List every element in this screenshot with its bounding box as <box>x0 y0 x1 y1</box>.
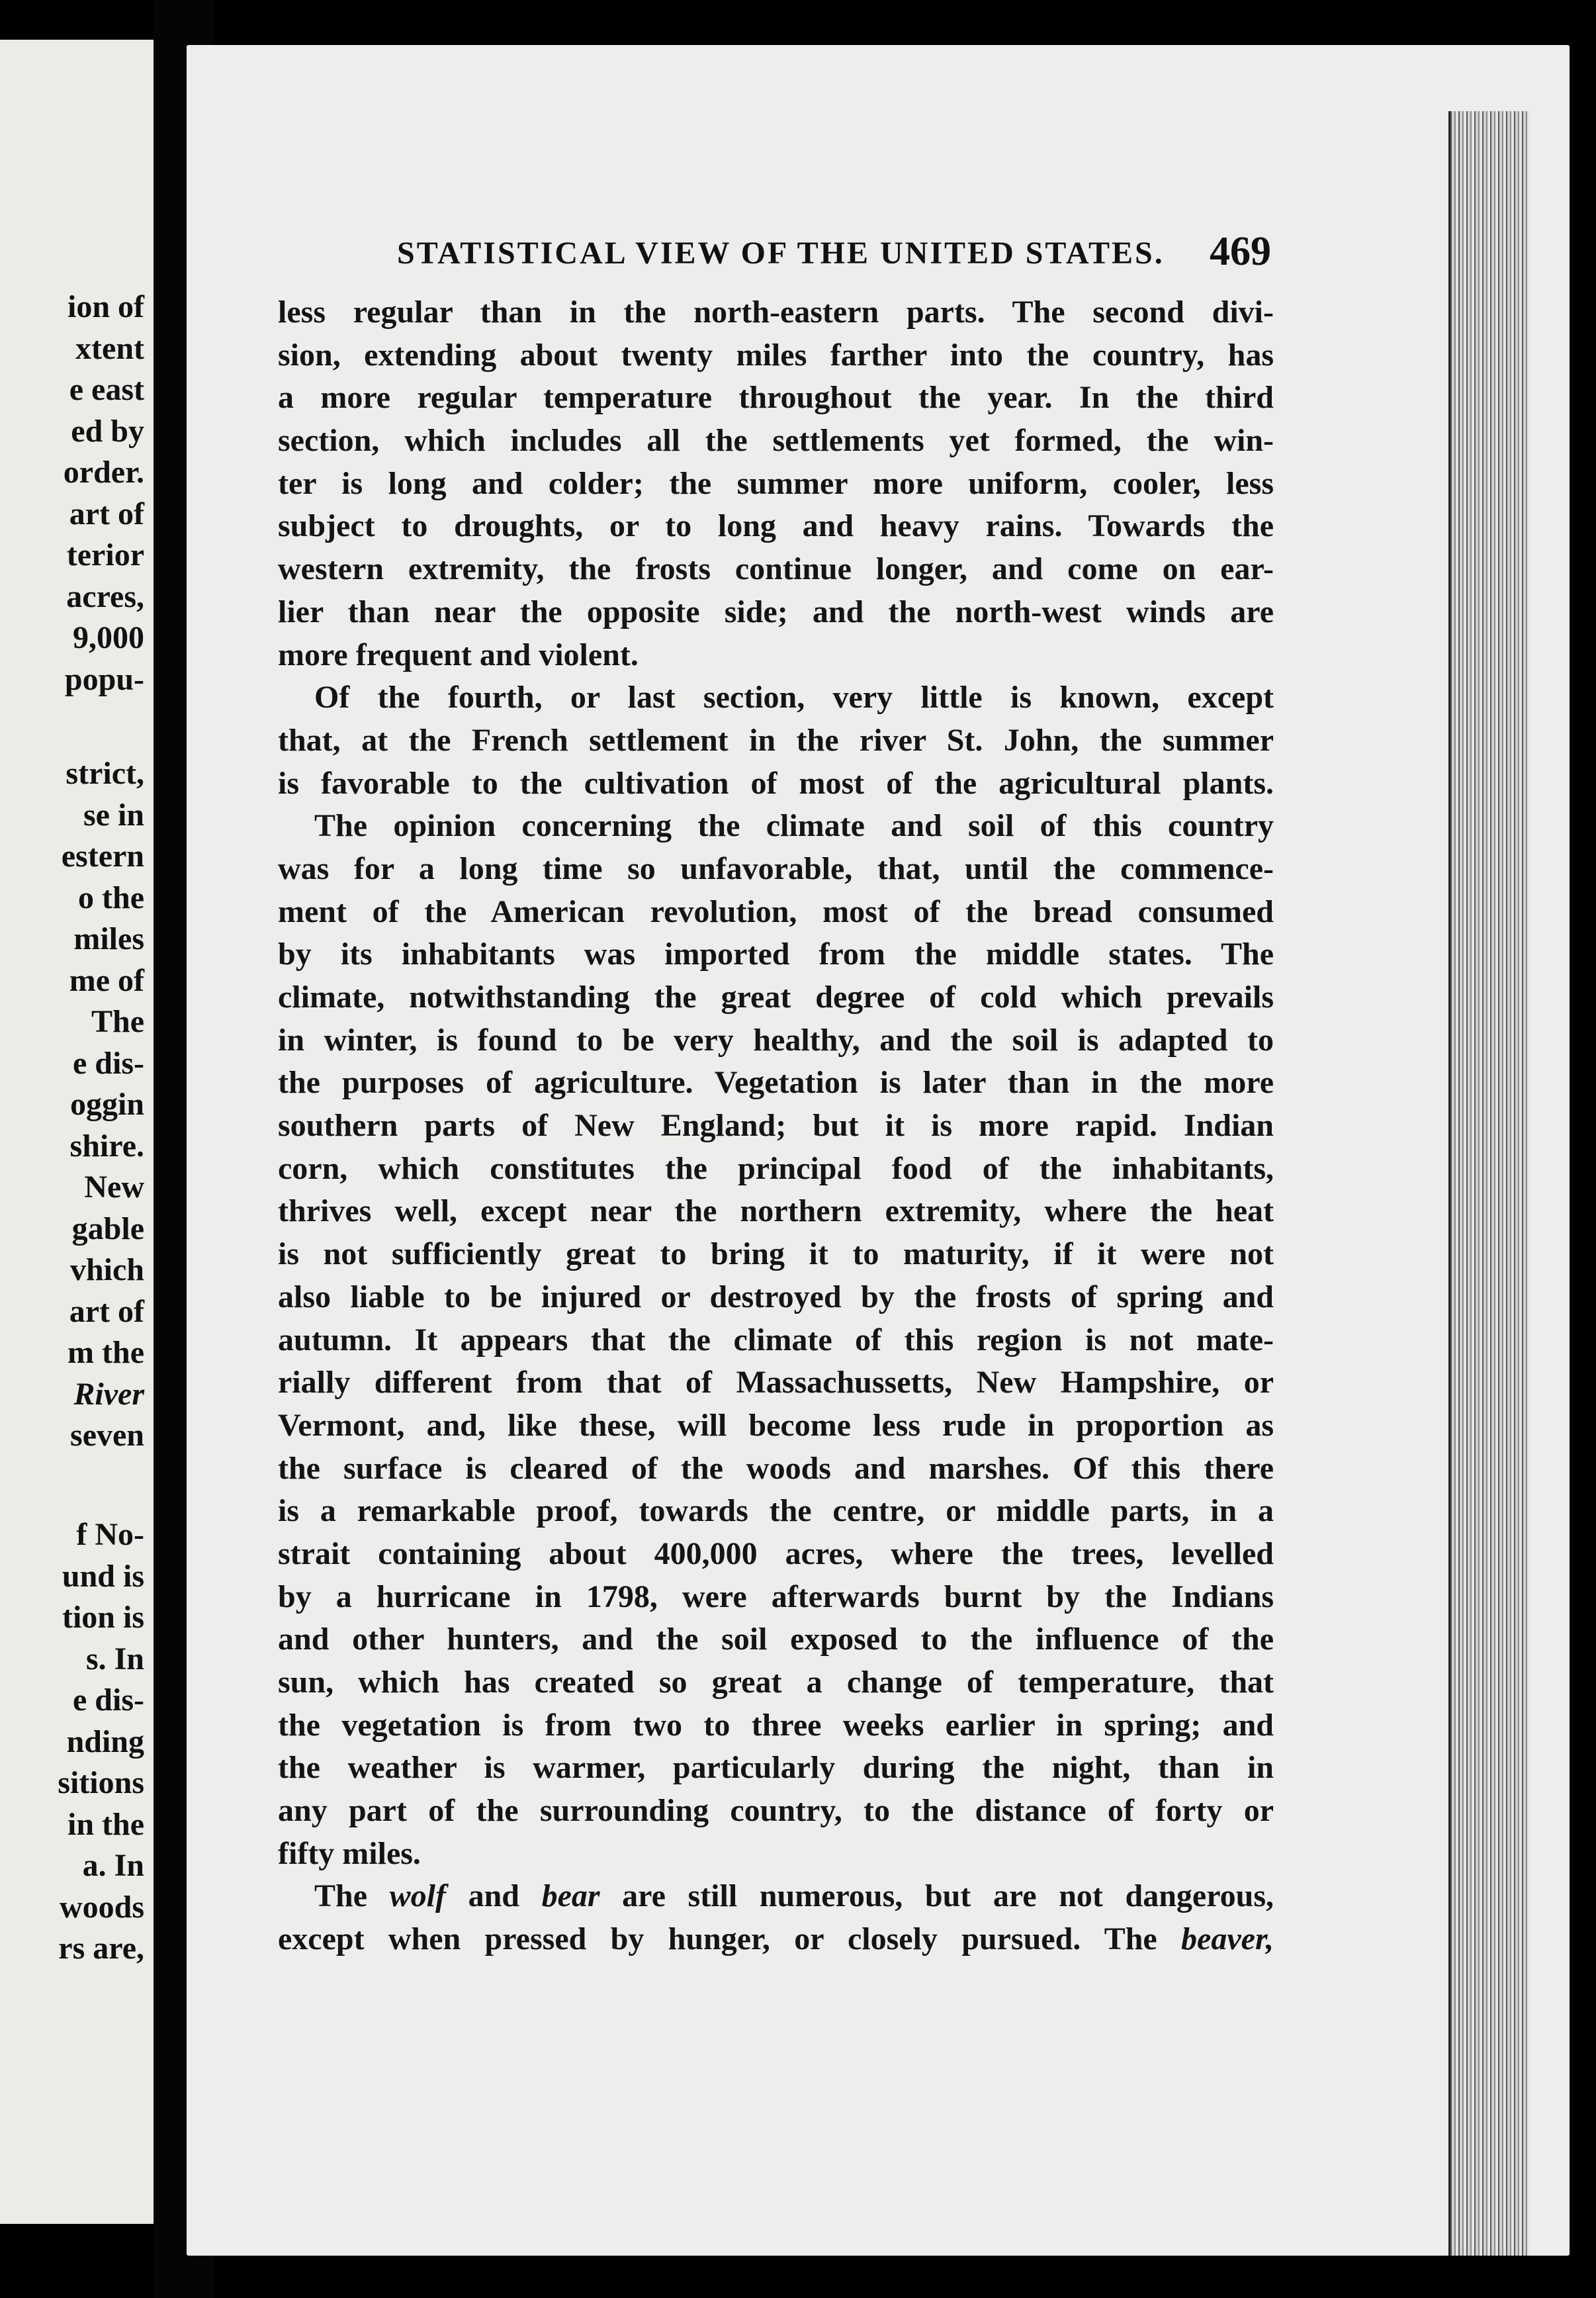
text-line: ment of the American revolution, most of the bread consumed <box>278 894 1274 929</box>
text-span: and <box>445 1878 542 1914</box>
left-page-text-fragment: 9,000 <box>73 620 144 655</box>
left-page-text-fragment: ion of <box>67 289 144 324</box>
text-line: by its inhabitants was imported from the middle states. The <box>278 937 1274 972</box>
text-line: subject to droughts, or to long and heavy rains. Towards the <box>278 508 1274 544</box>
text-line: corn, which constitutes the principal food of the inhabitants, <box>278 1150 1274 1186</box>
text-line: less regular than in the north-eastern parts. The second divi- <box>278 295 1274 330</box>
left-page-text-fragment: order. <box>63 455 144 490</box>
text-line: that, at the French settlement in the river St. John, the summer <box>278 722 1274 758</box>
left-page-text-fragment: seven <box>70 1418 144 1453</box>
text-line: rially different from that of Massachussetts, New Hampshire, or <box>278 1365 1274 1401</box>
left-page-text-fragment: s. In <box>85 1641 144 1677</box>
left-page-text-fragment: gable <box>71 1211 144 1246</box>
text-line: sion, extending about twenty miles farther into the country, has <box>278 337 1274 373</box>
text-line: more frequent and violent. <box>278 637 639 672</box>
italic-word-bear: bear <box>541 1878 600 1914</box>
italic-word-wolf: wolf <box>389 1878 446 1914</box>
left-page-text-fragment: sitions <box>58 1765 144 1800</box>
text-line: the vegetation is from two to three weeks earlier in spring; and <box>278 1707 1274 1743</box>
text-line: Of the fourth, or last section, very little is known, except <box>314 680 1274 715</box>
left-page-text-fragment: shire. <box>69 1128 144 1164</box>
left-page-text-fragment: m the <box>67 1335 144 1370</box>
text-line: lier than near the opposite side; and the north-west winds are <box>278 594 1274 629</box>
text-line: also liable to be injured or destroyed by the frosts of spring and <box>278 1279 1274 1314</box>
left-page-text-fragment: in the <box>67 1807 144 1842</box>
text-line: is favorable to the cultivation of most of the agricultural plants. <box>278 765 1274 801</box>
text-line: by a hurricane in 1798, were afterwards burnt by the Indians <box>278 1579 1274 1614</box>
left-page-text-fragment: se in <box>83 798 144 833</box>
left-page-text-fragment: tion is <box>62 1600 144 1635</box>
left-page-text-fragment: woods <box>59 1890 144 1925</box>
left-page-fragment <box>0 40 154 2224</box>
left-page-text-fragment: strict, <box>66 756 144 791</box>
left-page-text-fragment: oggin <box>69 1087 144 1122</box>
text-line: in winter, is found to be very healthy, and the soil is adapted to <box>278 1022 1274 1058</box>
left-page-text-fragment: terior <box>66 537 144 573</box>
left-page-text-fragment: miles <box>73 921 144 956</box>
text-line: Vermont, and, like these, will become less rude in proportion as <box>278 1407 1274 1443</box>
left-page-text-fragment: art of <box>69 496 144 531</box>
left-page-text-fragment: New <box>84 1170 144 1205</box>
body-text <box>278 291 1274 1961</box>
text-line: the surface is cleared of the woods and marshes. Of this there <box>278 1450 1274 1486</box>
text-line: strait containing about 400,000 acres, where the trees, levelled <box>278 1536 1274 1571</box>
text-line-italic-mixed <box>278 1918 1274 1961</box>
left-page-text-fragment: f No- <box>76 1517 144 1552</box>
left-page-text-fragment: acres, <box>66 579 144 614</box>
left-page-text-fragment: e east <box>69 372 144 407</box>
text-line: western extremity, the frosts continue longer, and come on ear- <box>278 551 1274 587</box>
text-line: the weather is warmer, particularly during the night, than in <box>278 1750 1274 1786</box>
left-page-text-fragment: o the <box>78 880 144 915</box>
left-page-text-fragment: art of <box>69 1294 144 1329</box>
left-page-text-fragment: und is <box>62 1559 144 1594</box>
text-span: The <box>314 1878 390 1914</box>
text-line: a more regular temperature throughout the year. In the third <box>278 380 1274 416</box>
text-line: thrives well, except near the northern extremity, where the heat <box>278 1193 1274 1229</box>
text-line: sun, which has created so great a change of temperature, that <box>278 1665 1274 1700</box>
left-page-text-fragment: nding <box>66 1724 144 1759</box>
left-page-text-fragment: e dis- <box>73 1046 144 1081</box>
left-page-text-fragment: vhich <box>69 1252 144 1287</box>
text-line-italic-mixed <box>278 1875 1274 1918</box>
text-line: autumn. It appears that the climate of this region is not mate- <box>278 1322 1274 1357</box>
left-page-text-fragment: a. In <box>82 1848 144 1883</box>
text-span: are still numerous, but are not dangerous, <box>599 1878 1274 1914</box>
left-page-text-fragment: The <box>91 1004 144 1039</box>
left-page-text-fragment: rs are, <box>58 1931 144 1966</box>
text-line: fifty miles. <box>278 1835 421 1871</box>
text-line: The opinion concerning the climate and soil of this country <box>314 808 1274 844</box>
text-span: except when pressed by hunger, or closely pursued. The <box>278 1921 1182 1957</box>
page-edges <box>1448 111 1530 2256</box>
text-line: climate, notwithstanding the great degree of cold which prevails <box>278 980 1274 1015</box>
text-line: is a remarkable proof, towards the centre, or middle parts, in a <box>278 1493 1274 1529</box>
left-page-text-fragment: e dis- <box>73 1682 144 1718</box>
left-page-text-fragment: me of <box>69 963 144 998</box>
left-page-text-fragment: popu- <box>64 662 144 697</box>
text-line: is not sufficiently great to bring it to maturity, if it were not <box>278 1236 1274 1272</box>
text-line: the purposes of agriculture. Vegetation is later than in the more <box>278 1065 1274 1101</box>
left-page-text-fragment: xtent <box>75 331 144 366</box>
left-page-text-fragment: ed by <box>71 414 144 449</box>
text-line: southern parts of New England; but it is more rapid. Indian <box>278 1108 1274 1144</box>
left-page-text-fragment: River <box>73 1377 144 1412</box>
text-line: ter is long and colder; the summer more uniform, cooler, less <box>278 465 1274 501</box>
left-page-text-fragment: estern <box>61 839 144 874</box>
text-line: was for a long time so unfavorable, that, until the commence- <box>278 850 1274 886</box>
running-head: STATISTICAL VIEW OF THE UNITED STATES. <box>397 236 1165 271</box>
page-number: 469 <box>1210 229 1271 274</box>
text-line: section, which includes all the settlements yet formed, the win- <box>278 423 1274 459</box>
italic-word-beaver: beaver, <box>1181 1921 1274 1957</box>
text-line: and other hunters, and the soil exposed to the influence of the <box>278 1622 1274 1657</box>
text-line: any part of the surrounding country, to the distance of forty or <box>278 1793 1274 1829</box>
